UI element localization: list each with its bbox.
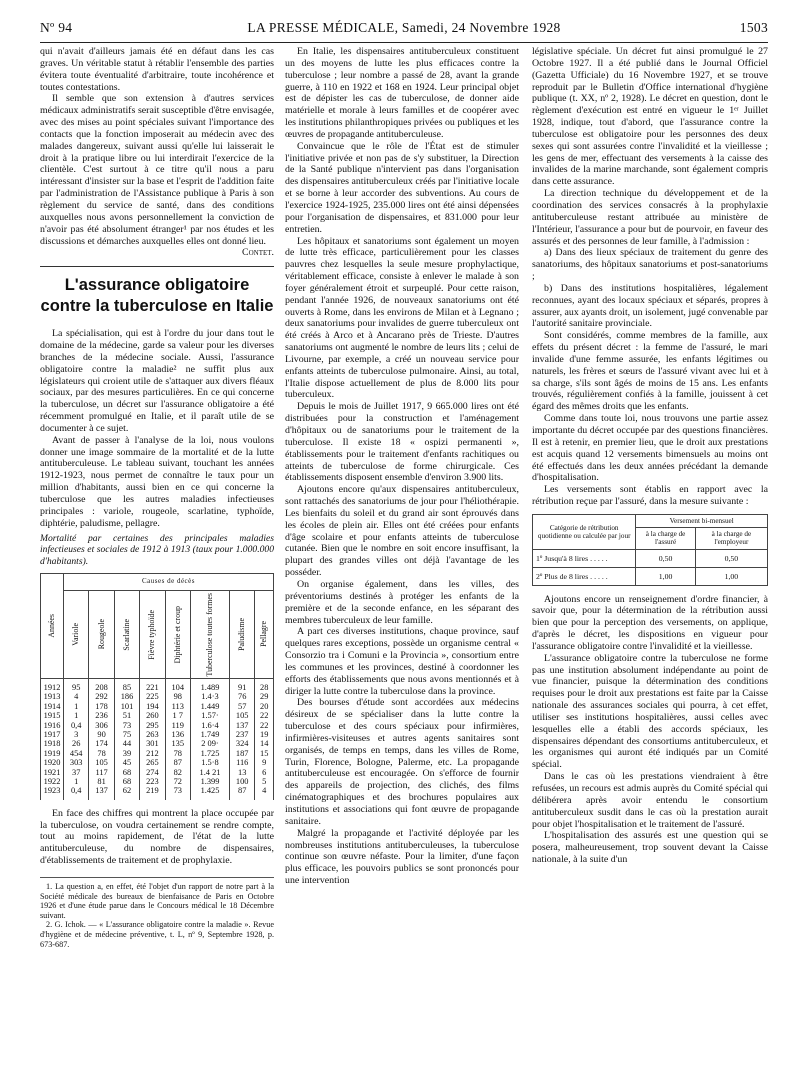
article-intro — [40, 328, 274, 529]
value-cell: 303 — [64, 758, 89, 767]
paragraph: Convaincue que le rôle de l'État est de stimuler l'initiative privée et non pas de s'y substituer, la Direction de la Santé publique n'intervient pas dans l'organisation des dispensaires antituberculeux créés par l'initiative locale et se borne à leur accorder des subventions. Au cours de l'exercice 1924-1925, 235.000 lires ont été ainsi dépensées pour l'organisation de dispensaires, et 831.000 pour leur entretien. — [285, 140, 519, 235]
paragraph: Il semble que son extension à d'autres services médicaux administratifs serait susceptible d'être envisagée, avec des mises au point spéciales suivant l'importance des contacts que la fonction imposerait au médecin avec des malades dangereux, suivant aussi qu'elle lui laisserait le droit à la pratique libre ou lui interdirait l'exercice de la clientèle. C'est surtout à ce titre qu'il nous a paru intéressant d'insister sur la base et l'esprit de l'addition faite par l'administration de l'Assistance publique à Paris à son règlement du service de santé, dans des conditions auxquelles nous avons personnellement la conviction de n'avoir pas été absolument étranger¹ par nos études et les discussions et démarches auxquelles elles ont donné lieu. — [40, 93, 274, 247]
col-header: Variole — [64, 590, 89, 678]
column-3 — [532, 46, 768, 1082]
author-signature: Contet. — [242, 247, 274, 259]
value-cell: 19 — [255, 730, 274, 739]
footnote: 1. La question a, en effet, été l'objet d'un rapport de notre part à la Société médicale des bureaux de bienfaisance de Paris en Octobre 1926 et d'une étude parue dans le Concours médical le 18 Décembre suivant. — [40, 882, 274, 920]
value-cell: 3 — [64, 730, 89, 739]
value-cell: 225 — [140, 692, 165, 701]
rate-cell: 0,50 — [695, 549, 767, 567]
journal-title: LA PRESSE MÉDICALE, Samedi, 24 Novembre 1928 — [247, 20, 561, 35]
value-cell: 87 — [230, 786, 255, 799]
paragraph: Les versements sont établis en rapport avec la rétribution reçue par l'assuré, dans la mesure suivante : — [532, 484, 768, 508]
previous-article-end — [40, 46, 274, 247]
year-cell: 1920 — [41, 758, 64, 767]
paragraph: qui n'avait d'ailleurs jamais été en défaut dans les cas graves. Un véritable statut à rétablir l'ensemble des parties évitera toute éventualité d'arbitraire, toute incohérence et toutes contestations. — [40, 46, 274, 93]
value-cell: 212 — [140, 749, 165, 758]
paragraph: Dans le cas où les prestations viendraient à être refusées, un recours est admis auprès du Comité spécial qui délibérera après avoir entendu le consortium antituberculeux susdit dans le cas où la prestation aurait pour objet l'hospitalisation et le traitement de l'assuré. — [532, 771, 768, 830]
value-cell: 1 — [64, 702, 89, 711]
value-cell: 98 — [165, 692, 190, 701]
value-cell: 0,4 — [64, 786, 89, 799]
value-cell: 0,4 — [64, 721, 89, 730]
value-cell: 208 — [89, 678, 114, 692]
value-cell: 223 — [140, 777, 165, 786]
page-header — [40, 20, 768, 38]
paragraph: En Italie, les dispensaires antituberculeux constituent un des moyens de lutte les plus efficaces contre la tuberculose ; leur nombre a passé de 28, avant la grande guerre, à 110 en 1922 et 168 en 1924. Leur principal objet est de dépister les cas de tuberculose, de donner aide matérielle et morale à leurs familles et de coopérer avec les institutions philanthropiques privées ou publiques et les œuvres de propagande antituberculeuse. — [285, 46, 519, 140]
year-cell: 1922 — [41, 777, 64, 786]
value-cell: 295 — [140, 721, 165, 730]
paragraph: Malgré la propagande et l'activité déployée par les nombreuses institutions antituberculeuses, la tuberculose continue son œuvre néfaste. Pour la limiter, d'une façon plus efficace, les pouvoirs publics se sont prononcés pour une intervention — [285, 827, 519, 887]
value-cell: 75 — [114, 730, 139, 739]
value-cell: 1.425 — [190, 786, 229, 799]
value-cell: 73 — [165, 786, 190, 799]
article-continuation — [40, 808, 274, 867]
col-header-causes: Causes de décès — [64, 574, 274, 591]
year-cell: 1919 — [41, 749, 64, 758]
value-cell: 1.4·3 — [190, 692, 229, 701]
rate-cell: 0,50 — [636, 549, 695, 567]
value-cell: 45 — [114, 758, 139, 767]
paragraph: En face des chiffres qui montrent la place occupée par la tuberculose, on voudra certainement se rendre compte, tout au moins rapidement, de l'état de la lutte antituberculeuse, du nombre de dispensaires, d'établissements de traitement et de prophylaxie. — [40, 807, 274, 867]
value-cell: 186 — [114, 692, 139, 701]
value-cell: 174 — [89, 739, 114, 748]
value-cell: 90 — [89, 730, 114, 739]
value-cell: 68 — [114, 777, 139, 786]
col-header: Scarlatine — [114, 590, 139, 678]
value-cell: 20 — [255, 702, 274, 711]
paragraph: Depuis le mois de Juillet 1917, 9 665.000 lires ont été distribuées pour la construction et l'aménagement d'hôpitaux ou de sanatoriums pour le traitement de la tuberculose. Il existe 18 « ospizi permanenti », établissements pour le traitement d'enfants rachitiques ou atteints de tuberculose de forme chirurgicale. Ces établissements disposent ensemble d'environ 3.900 lits. — [285, 401, 519, 484]
value-cell: 1.749 — [190, 730, 229, 739]
value-cell: 95 — [64, 678, 89, 692]
value-cell: 137 — [89, 786, 114, 799]
paragraph: Des bourses d'étude sont accordées aux médecins désireux de se spécialiser dans la lutte contre la tuberculose et des cours spéciaux pour infirmières, infirmières-visiteuses et autres agents sanitaires sont organisés, de temps en temps, dans les villes de Rome, Turin, Florence, Bologne, Palerme, etc. La propagande antituberculeuse est encouragée. On s'efforce de fournir des appareils de projection, des clichés, des films cinématographiques et des brochures populaires aux institutions et associations qui font œuvre de propagande sanitaire. — [285, 697, 519, 827]
value-cell: 117 — [89, 768, 114, 777]
column-3-text-a — [532, 46, 768, 508]
footnotes — [40, 877, 274, 949]
table-row — [533, 567, 768, 585]
table-row — [41, 739, 274, 748]
value-cell: 324 — [230, 739, 255, 748]
value-cell: 178 — [89, 702, 114, 711]
table-row — [41, 711, 274, 720]
value-cell: 105 — [89, 758, 114, 767]
value-cell: 1 7 — [165, 711, 190, 720]
value-cell: 119 — [165, 721, 190, 730]
year-cell: 1917 — [41, 730, 64, 739]
value-cell: 14 — [255, 739, 274, 748]
column-3-text-b — [532, 594, 768, 866]
column-2 — [285, 46, 519, 1082]
value-cell: 265 — [140, 758, 165, 767]
table-row — [41, 730, 274, 739]
rate-col-category: Catégorie de rétribution quotidienne ou calculée par jour — [533, 514, 636, 549]
paragraph: Avant de passer à l'analyse de la loi, nous voulons donner une image sommaire de la mortalité et de la lutte antituberculeuse. Le tableau suivant, touchant les années 1912-1923, nous permet de connaître le taux pour un million d'habitants, aussi bien en ce qui concerne la tuberculose que les autres maladies infectieuses principales : variole, rougeole, scarlatine, typhoïde, diphtérie, paludisme, pellagre. — [40, 434, 274, 529]
table-row — [533, 549, 768, 567]
table-row — [41, 692, 274, 701]
value-cell: 62 — [114, 786, 139, 799]
value-cell: 1.57· — [190, 711, 229, 720]
mortality-table — [40, 573, 274, 800]
table-row — [41, 721, 274, 730]
paragraph: L'assurance obligatoire contre la tuberculose ne forme pas une institution absolument indépendante au point de vue financier, puisque la détermination des conditions requises pour le droit aux prestations est faite par la Caisse nationale des assurances sociales qui pourra, à cet effet, utiliser ses institutions hospitalières, aussi celles avec lesquelles elle a établi des accords spéciaux, les dispensaires dépendant des consortiums antituberculeux, et les organismes qui auront été indiqués par un Comité spécial. — [532, 652, 768, 771]
value-cell: 219 — [140, 786, 165, 799]
value-cell: 73 — [114, 721, 139, 730]
col-header: Diphtérie et croup — [165, 590, 190, 678]
value-cell: 292 — [89, 692, 114, 701]
col-header: Tuberculose toutes formes — [190, 590, 229, 678]
paragraph: Ajoutons encore un renseignement d'ordre financier, à savoir que, pour la détermination de la rétribution aussi bien que pour la perception des versements, on applique, d'après le décret, les dispositions en vigueur pour l'assurance obligatoire contre l'invalidité et la vieillesse. — [532, 593, 768, 652]
value-cell: 1 — [64, 777, 89, 786]
value-cell: 135 — [165, 739, 190, 748]
paragraph: La direction technique du développement et de la coordination des services consacrés à la prophylaxie antituberculeuse restant attribuée au ministère de l'Intérieur, l'assurance a pour but de pourvoir, en faveur des assurés et des personnes de leur famille, à l'admission : — [532, 188, 768, 247]
col-header: Rougeole — [89, 590, 114, 678]
col-header-years: Années — [41, 574, 64, 679]
col-header: Paludisme — [230, 590, 255, 678]
value-cell: 4 — [64, 692, 89, 701]
table-row — [41, 702, 274, 711]
value-cell: 72 — [165, 777, 190, 786]
paragraph: Les hôpitaux et sanatoriums sont également un moyen de lutte très efficace, particulièrement pour les classes pauvres chez lesquelles la seule mesure prophylactique, véritablement efficace, consiste à enlever le malade à son foyer généralement étroit et surpeuplé. Pour cette raison, pendant l'année 1926, de nouveaux sanatoriums ont été ouverts à Rome, dans les environs de Milan et à Legnano ; deux sanatoriums pour invalides de guerre tuberculeux ont été créés à Arco et à Ancarano près de Trieste. D'autres sanatoriums ont augmenté le nombre de leurs lits ; celui de Livourne, par exemple, a créé un nouveau service pour enfants atteints de tuberculose pulmonaire. Ainsi, au total, l'Italie dispose actuellement de plus de 8.000 lits pour tuberculeux. — [285, 235, 519, 401]
paragraph: Comme dans toute loi, nous trouvons une partie assez importante du décret occupée par des questions financières. Il est à retenir, en premier lieu, que le droit aux prestations est acquis quand 12 versements bimensuels au moins ont été effectués dans les deux années précédant la demande d'hospitalisation. — [532, 413, 768, 484]
article-separator — [40, 266, 274, 267]
value-cell: 1.4 21 — [190, 768, 229, 777]
value-cell: 301 — [140, 739, 165, 748]
paragraph: a) Dans des lieux spéciaux de traitement du genre des sanatoriums, des hôpitaux sanatoriums et post-sanatoriums ; — [532, 247, 768, 283]
value-cell: 22 — [255, 711, 274, 720]
value-cell: 85 — [114, 678, 139, 692]
table-row — [41, 749, 274, 758]
value-cell: 306 — [89, 721, 114, 730]
year-cell: 1912 — [41, 678, 64, 692]
header-rule — [40, 42, 768, 43]
value-cell: 137 — [230, 721, 255, 730]
table-row — [41, 786, 274, 799]
value-cell: 2 09· — [190, 739, 229, 748]
value-cell: 237 — [230, 730, 255, 739]
value-cell: 263 — [140, 730, 165, 739]
value-cell: 76 — [230, 692, 255, 701]
value-cell: 116 — [230, 758, 255, 767]
value-cell: 101 — [114, 702, 139, 711]
category-cell: 1º Jusqu'à 8 lires . . . . . — [533, 549, 636, 567]
value-cell: 68 — [114, 768, 139, 777]
paragraph: législative spéciale. Un décret fut ainsi promulgué le 27 Octobre 1927. Il a été publié dans le Journal Officiel (Gazetta Ufficiale) du 16 Novembre 1927, et se trouve reproduit par le Bulletin d'Office international d'hygiène publique (t. XX, nº 2, 1928). Le décret en question, dont le règlement d'exécution est entré en vigueur le 1ᵉʳ Juillet 1928, indique, tout d'abord, que l'assurance contre la tuberculose est obligatoire pour les personnes des deux sexes qui sont assurées contre l'invalidité et la vieillesse ; les gens de mer, effectuant des versements à la caisse des invalides de la marine marchande, sont également compris dans cette assurance. — [532, 46, 768, 188]
value-cell: 37 — [64, 768, 89, 777]
rate-cell: 1,00 — [636, 567, 695, 585]
value-cell: 78 — [165, 749, 190, 758]
table-row — [41, 777, 274, 786]
value-cell: 1.6·4 — [190, 721, 229, 730]
value-cell: 28 — [255, 678, 274, 692]
value-cell: 13 — [230, 768, 255, 777]
year-cell: 1914 — [41, 702, 64, 711]
value-cell: 6 — [255, 768, 274, 777]
value-cell: 78 — [89, 749, 114, 758]
rate-col-assure: à la charge de l'assuré — [636, 528, 695, 549]
value-cell: 1.449 — [190, 702, 229, 711]
value-cell: 39 — [114, 749, 139, 758]
rate-col-versement: Versement bi-mensuel — [636, 514, 768, 527]
rate-cell: 1,00 — [695, 567, 767, 585]
value-cell: 194 — [140, 702, 165, 711]
year-cell: 1921 — [41, 768, 64, 777]
col-header: Pellagre — [255, 590, 274, 678]
value-cell: 105 — [230, 711, 255, 720]
category-cell: 2º Plus de 8 lires . . . . . — [533, 567, 636, 585]
page-number: 1503 — [739, 20, 768, 35]
value-cell: 274 — [140, 768, 165, 777]
value-cell: 91 — [230, 678, 255, 692]
rate-table — [532, 514, 768, 586]
value-cell: 1.725 — [190, 749, 229, 758]
table-row — [41, 678, 274, 692]
value-cell: 104 — [165, 678, 190, 692]
value-cell: 4 — [255, 786, 274, 799]
value-cell: 29 — [255, 692, 274, 701]
table-row — [41, 758, 274, 767]
value-cell: 136 — [165, 730, 190, 739]
value-cell: 51 — [114, 711, 139, 720]
value-cell: 1.399 — [190, 777, 229, 786]
paragraph: On organise également, dans les villes, des préventoriums destinés à protéger les enfants de la première et de la seconde enfance, en les séparant des membres tuberculeux de leur famille. — [285, 578, 519, 626]
year-cell: 1916 — [41, 721, 64, 730]
value-cell: 236 — [89, 711, 114, 720]
table-caption: Mortalité par certaines des principales maladies infectieuses et sociales de 1912 à 1913 (taux pour 1.000.000 d'habitants). — [40, 532, 274, 568]
paragraph: La spécialisation, qui est à l'ordre du jour dans tout le domaine de la médecine, garde sa valeur pour les diverses branches de la médecine sociale. Aussi, l'assurance obligatoire contre la maladie² ne suffit plus aux législateurs qui croient utile de s'attaquer aux divers fléaux sociaux, par des mesures particulières. En ce qui concerne la tuberculose, un décret sur l'assurance obligatoire a été récemment promulgué en Italie, et il paraît utile de se documenter à ce sujet. — [40, 328, 274, 434]
value-cell: 1.489 — [190, 678, 229, 692]
paragraph: Sont considérés, comme membres de la famille, aux effets du présent décret : la femme de l'assuré, le mari invalide d'une femme assurée, les enfants légitimes ou naturels, les frères et sœurs de l'assuré vivant avec lui et à sa charge, s'ils sont âgés de moins de 15 ans. Les enfants trouvés, régulièrement confiés à la famille, jouissent à cet égard des mêmes droits que les enfants. — [532, 330, 768, 413]
value-cell: 221 — [140, 678, 165, 692]
year-cell: 1923 — [41, 786, 64, 799]
value-cell: 15 — [255, 749, 274, 758]
value-cell: 260 — [140, 711, 165, 720]
col-header: Fièvre typhoïde — [140, 590, 165, 678]
issue-number: Nº 94 — [40, 20, 73, 35]
value-cell: 57 — [230, 702, 255, 711]
year-cell: 1918 — [41, 739, 64, 748]
value-cell: 5 — [255, 777, 274, 786]
year-cell: 1915 — [41, 711, 64, 720]
value-cell: 82 — [165, 768, 190, 777]
footnote: 2. G. Ichok. — « L'assurance obligatoire contre la maladie ». Revue d'hygiène et de médecine préventive, t. L, nº 9, Septembre 1928, p. 673-687. — [40, 920, 274, 949]
value-cell: 454 — [64, 749, 89, 758]
value-cell: 44 — [114, 739, 139, 748]
paragraph: L'hospitalisation des assurés est une question qui se posera, malheureusement, trop souvent devant la Caisse nationale, à la suite d'un — [532, 830, 768, 866]
rate-col-employeur: à la charge de l'employeur — [695, 528, 767, 549]
paragraph: b) Dans des institutions hospitalières, légalement reconnues, ayant des locaux spéciaux et séparés, propres à assurer, aux ayants droit, un isolement, jugé convenable par l'autorité sanitaire provinciale. — [532, 282, 768, 330]
value-cell: 87 — [165, 758, 190, 767]
table-row — [41, 768, 274, 777]
paragraph: A part ces diverses institutions, chaque province, sauf quelques rares exceptions, possède un organisme central « Consorzio tra i Comuni e la Provincia », consortium entre les communes et les provinces, destiné à coordonner les efforts des établissements que nous avons mentionnés et à diriger la lutte contre la tuberculose dans la province. — [285, 626, 519, 697]
column-1 — [40, 46, 274, 1082]
article-title: L'assurance obligatoire contre la tuberculose en Italie — [40, 276, 274, 316]
paragraph: Ajoutons encore qu'aux dispensaires antituberculeux, sont rattachés des sanatoriums de jour pour l'héliothérapie. Les bienfaits du soleil et du grand air sont éprouvés dans les écoles de plein air. Elles ont été créées pour enfants d'âge scolaire et pour enfants atteints de tuberculose cutanée. Bien que le nombre en soit encore insuffisant, la plupart des grandes villes ont déjà l'avantage de les posséder. — [285, 484, 519, 579]
value-cell: 9 — [255, 758, 274, 767]
value-cell: 1 — [64, 711, 89, 720]
year-cell: 1913 — [41, 692, 64, 701]
value-cell: 187 — [230, 749, 255, 758]
value-cell: 100 — [230, 777, 255, 786]
value-cell: 26 — [64, 739, 89, 748]
value-cell: 113 — [165, 702, 190, 711]
value-cell: 22 — [255, 721, 274, 730]
value-cell: 1.5·8 — [190, 758, 229, 767]
value-cell: 81 — [89, 777, 114, 786]
